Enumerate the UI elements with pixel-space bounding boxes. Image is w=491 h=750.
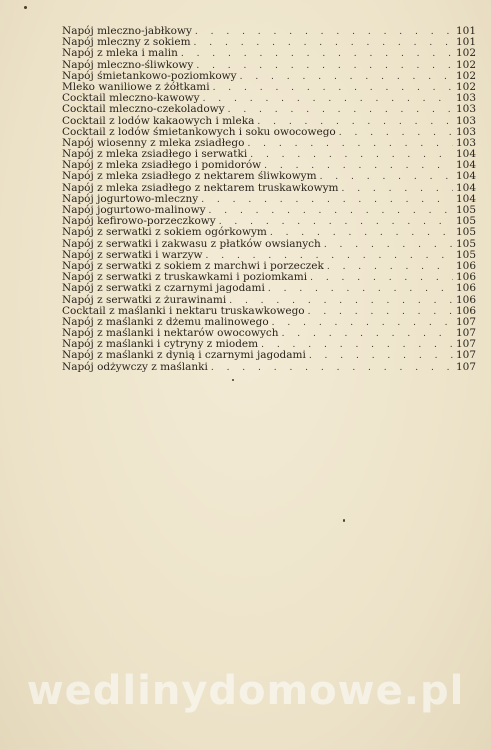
toc-entry-page: 107: [456, 327, 477, 340]
toc-entry-page: 101: [456, 36, 477, 49]
dot-leader: [211, 363, 453, 374]
dot-leader: [209, 206, 454, 217]
toc-entry-title: Napój z serwatki z czarnymi jagodami: [62, 282, 265, 295]
toc-entry-page: 105: [456, 226, 477, 239]
dot-leader: [324, 240, 453, 251]
toc-entry-page: 102: [456, 58, 477, 71]
toc-entry-title: Napój z serwatki z żurawinami: [62, 293, 227, 306]
toc-entry-title: Cocktail z maślanki i nektaru truskawkowego: [62, 304, 305, 317]
toc-entry-title: Napój wiosenny z mleka zsiadłego: [62, 136, 245, 149]
dot-leader: [213, 83, 453, 94]
toc-entry-title: Napój z mleka zsiadłego i pomidorów: [62, 159, 262, 172]
toc-entry-page: 102: [456, 47, 477, 60]
toc-entry: [62, 103, 477, 116]
toc-entry-page: 107: [456, 360, 477, 373]
toc-entry-page: 103: [456, 136, 477, 149]
dot-leader: [309, 351, 453, 362]
table-of-contents: [62, 25, 477, 373]
toc-entry-title: Mleko waniliowe z żółtkami: [62, 80, 210, 93]
toc-entry-page: 106: [456, 259, 477, 272]
toc-entry-page: 104: [456, 170, 477, 183]
dot-leader: [341, 184, 453, 195]
toc-entry-page: 106: [456, 304, 477, 317]
dot-leader: [181, 49, 453, 60]
toc-entry: [62, 282, 477, 295]
toc-entry: [62, 360, 477, 373]
toc-entry-title: Napój z mleka zsiadłego z nektarem śliwkowym: [62, 170, 317, 183]
dot-leader: [195, 27, 453, 38]
toc-entry-title: Napój z mleka i malin: [62, 47, 178, 60]
toc-entry-page: 106: [456, 282, 477, 295]
toc-entry-title: Napój z serwatki i zakwasu z płatków owsianych: [62, 237, 321, 250]
toc-entry-title: Napój z maślanki i nektarów owocowych: [62, 327, 279, 340]
toc-entry-title: Cocktail z lodów kakaowych i mleka: [62, 114, 255, 127]
toc-entry-page: 104: [456, 159, 477, 172]
toc-entry-page: 107: [456, 338, 477, 351]
dot-leader: [240, 72, 453, 83]
dot-leader: [320, 172, 453, 183]
dot-leader: [228, 105, 453, 116]
watermark: wedlinydomowe.pl: [26, 668, 465, 714]
toc-entry-title: Napój kefirowo-porzeczkowy: [62, 215, 216, 228]
toc-entry-title: Napój z serwatki z sokiem ogórkowym: [62, 226, 267, 239]
toc-entry-title: Napój jogurtowo-mleczny: [62, 192, 199, 205]
toc-entry-page: 103: [456, 103, 477, 116]
toc-entry-title: Napój mleczno-jabłkowy: [62, 25, 192, 37]
dot-leader: [194, 38, 453, 49]
dot-leader: [247, 139, 453, 150]
toc-entry-page: 104: [456, 192, 477, 205]
toc-entry: [62, 226, 477, 239]
toc-entry-title: Napój z mleka zsiadłego i serwatki: [62, 148, 248, 161]
toc-entry-title: Napój jogurtowo-malinowy: [62, 204, 206, 216]
toc-entry-page: 102: [456, 69, 477, 82]
dot-leader: [282, 329, 453, 340]
toc-entry-title: Napój z maślanki z dżemu malinowego: [62, 315, 269, 328]
paper-speck: [24, 6, 27, 9]
toc-entry-title: Napój z maślanki i cytryny z miodem: [62, 338, 259, 351]
toc-entry-title: Napój odżywczy z maślanki: [62, 360, 208, 373]
toc-entry-page: 107: [456, 315, 477, 328]
toc-entry: [62, 114, 477, 127]
toc-entry-page: 106: [456, 271, 477, 284]
dot-leader: [327, 262, 453, 273]
dot-leader: [339, 128, 453, 139]
paper-speck: [232, 379, 234, 381]
toc-entry-title: Napój z mleka zsiadłego z nektarem truskawkowym: [62, 181, 339, 194]
toc-entry: [62, 170, 477, 183]
toc-entry-page: 106: [456, 293, 477, 306]
toc-entry-title: Napój z maślanki z dynią i czarnymi jagodami: [62, 349, 306, 362]
dot-leader: [308, 307, 453, 318]
toc-entry-page: 101: [456, 25, 477, 37]
dot-leader: [201, 195, 453, 206]
toc-entry-title: Cocktail mleczno-kawowy: [62, 92, 200, 105]
toc-entry-page: 105: [456, 215, 477, 228]
toc-entry-title: Cocktail mleczno-czekoladowy: [62, 103, 225, 116]
toc-entry-page: 104: [456, 181, 477, 194]
toc-entry-title: Napój śmietankowo-poziomkowy: [62, 69, 237, 82]
toc-entry-page: 105: [456, 237, 477, 250]
toc-entry-page: 104: [456, 148, 477, 161]
toc-entry-title: Cocktail z lodów śmietankowych i soku owocowego: [62, 125, 336, 138]
toc-entry-page: 102: [456, 80, 477, 93]
toc-entry-title: Napój mleczno-śliwkowy: [62, 58, 194, 71]
toc-entry-page: 103: [456, 92, 477, 105]
toc-entry: [62, 349, 477, 362]
toc-entry-title: Napój z serwatki z truskawkami i poziomkami: [62, 271, 308, 284]
toc-entry-page: 105: [456, 204, 477, 216]
dot-leader: [268, 284, 453, 295]
toc-entry-title: Napój z serwatki i warzyw: [62, 248, 203, 261]
toc-entry: [62, 293, 477, 306]
toc-entry-page: 107: [456, 349, 477, 362]
dot-leader: [250, 150, 453, 161]
toc-entry-page: 103: [456, 114, 477, 127]
toc-entry-title: Napój z serwatki z sokiem z marchwi i porzeczek: [62, 259, 324, 272]
toc-entry-page: 103: [456, 125, 477, 138]
toc-entry-title: Napój mleczny z sokiem: [62, 36, 191, 49]
dot-leader: [272, 318, 453, 329]
paper-speck: [343, 519, 345, 522]
toc-entry: [62, 47, 477, 60]
toc-entry-page: 105: [456, 248, 477, 261]
dot-leader: [310, 273, 453, 284]
dot-leader: [203, 94, 453, 105]
